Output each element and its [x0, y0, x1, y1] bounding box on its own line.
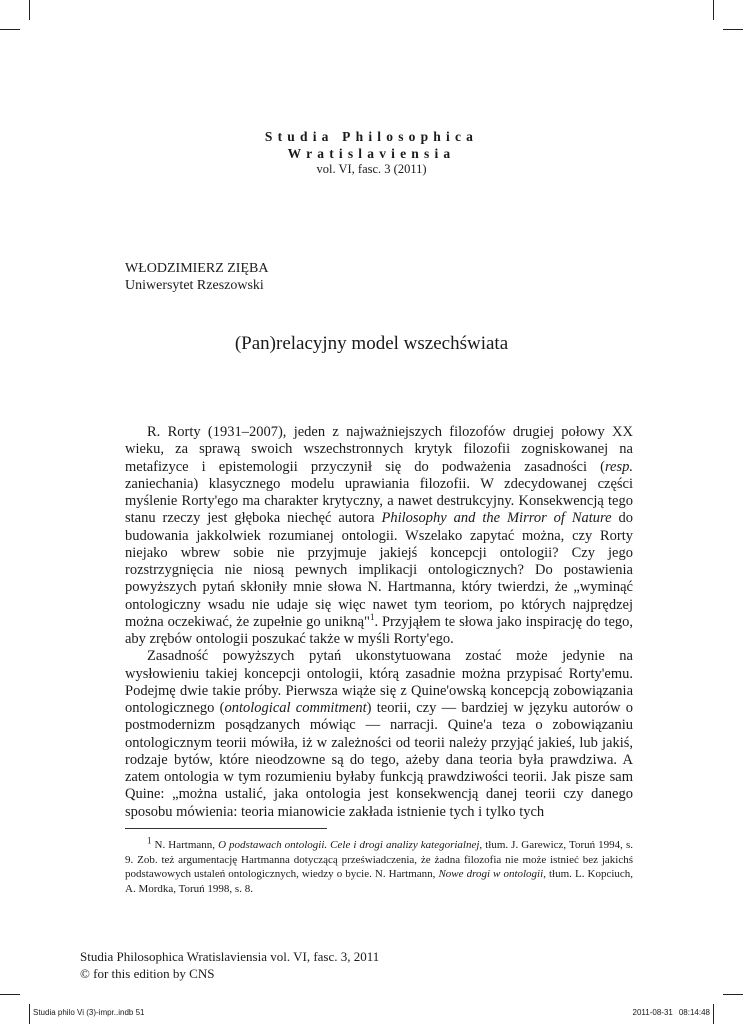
body-paragraph [125, 648, 633, 821]
crop-mark [0, 29, 20, 30]
journal-name-line2: Wratislaviensia [287, 146, 456, 161]
footnote-paragraph [125, 835, 634, 896]
crop-mark [713, 0, 714, 20]
print-slug-time: 08:14:48 [678, 1008, 710, 1017]
author-affiliation: Uniwersytet Rzeszowski [125, 278, 264, 293]
article-title: (Pan)relacyjny model wszechświata [234, 333, 509, 354]
footnote-text: , tłum. L. Kopciuch, A. Mordka, Toruń 1998, s. 8. [125, 868, 634, 895]
body-text-span: zaniechania) klasycznego modelu uprawiania filozofii. W zdecydowanej części myślenie Rorty'ego ma charakter krytyczny, a nawet destrukcyjny. Konsekwencją tego stanu rzeczy jest głęboka niechęć autora [125, 475, 633, 527]
print-slug-file: Studia philo Vi (3)-impr..indb 51 [33, 1008, 145, 1017]
body-text-italic: resp. [604, 458, 633, 475]
body-text-span: do budowania jakkolwiek rozumianej ontologii. Wszelako zapytać można, czy Rorty niejako wbrew sobie nie przyjmuje jakiejś koncepcji ontologii? Czy jego rozstrzygnięcia nie niosą pewnych implikacji ontologicznych? Do postawienia powyższych pytań skłoniły mnie słowa N. Hartmanna, który twierdzi, że „wyminąć ontologiczny wsadu nie udaje się więc nawet tym teoriom, po których najprędzej można oczekiwać, że zupełnie go unikną" [125, 510, 633, 630]
body-paragraph [125, 424, 633, 648]
footer-journal-line: Studia Philosophica Wratislaviensia vol. VI, fasc. 3, 2011 [80, 949, 380, 964]
crop-mark [713, 1004, 714, 1024]
footnote-text: , tłum. J. Garewicz, Toruń 1994, s. 9. Zob. też argumentację Hartmanna dotyczącą przeświadczenia, że żadna filozofia nie może istnieć bez jakichś podstawowych ustaleń ontologicznych, wiedzy o bycie. N. Hartmann, [125, 839, 633, 880]
crop-mark [29, 0, 30, 20]
footnote-number: 1 [147, 835, 152, 846]
footnote [125, 835, 634, 896]
body-text-italic: Philosophy and the Mirror of Nature [381, 510, 612, 527]
journal-name-line1: Studia Philosophica [264, 129, 479, 144]
crop-mark [723, 29, 743, 30]
body-text-span: R. Rorty (1931–2007), jeden z najważniejszych filozofów drugiej połowy XX wieku, za sprawą swoich wszechstronnych krytyk filozofii zogniskowanej na metafizyce i epistemologii przyczynił się do podważenia zasadności ( [125, 424, 633, 475]
author-block [125, 260, 268, 294]
journal-volume: vol. VI, fasc. 3 (2011) [316, 162, 427, 176]
page-footer [80, 948, 379, 982]
article-body [125, 424, 633, 821]
print-slug-timestamp [627, 1008, 710, 1018]
crop-mark [723, 994, 743, 995]
footnote-reference[interactable]: 1 [369, 611, 375, 622]
footnote-italic: O podstawach ontologii. Cele i drogi analizy kategorialnej [218, 839, 480, 851]
footer-copyright: © for this edition by CNS [80, 966, 215, 981]
author-name: WŁODZIMIERZ ZIĘBA [125, 261, 269, 276]
footnote-text: N. Hartmann, [151, 839, 219, 851]
footnote-divider [125, 828, 327, 829]
body-text-span: ) teorii, czy — bardziej w języku autorów o postmodernizm posądzanych mówiąc — narracji. Quine'a teza o zobowiązaniu ontologicznym teorii mówiła, iż w zależności od teorii należy przyjąć jakieś, lub jakiś, rodzaje bytów, które nieodzowne są do tego, ażeby dana teoria była prawdziwa. A zatem ontologia w tym rozumieniu byłaby funkcją prawdziwości teorii. Jak pisze sam Quine: „można ustalić, jaka ontologia jest konsekwencją danej teorii czy danego sposobu mówienia: teoria mianowicie zakłada istnienie tych i tylko tych [125, 700, 633, 820]
footnote-italic: Nowe drogi w ontologii [438, 868, 544, 880]
crop-mark [0, 994, 20, 995]
body-text-italic: ontological commitment [224, 700, 367, 716]
crop-mark [29, 1004, 30, 1024]
body-text-span: Zasadność powyższych pytań ukonstytuowana zostać może jedynie na wysłowieniu takiej koncepcji ontologii, którą zasadnie można przypisać Rorty'emu. Podejmę dwie takie próby. Pierwsza wiąże się z Quine'owską koncepcją zobowiązania ontologicznego ( [125, 648, 633, 716]
print-slug-date: 2011-08-31 [632, 1008, 673, 1017]
body-text-span: . Przyjąłem te słowa jako inspirację do tego, aby zrębów ontologii poszukać także w myśli Rorty'ego. [125, 613, 634, 647]
journal-header [0, 128, 743, 177]
